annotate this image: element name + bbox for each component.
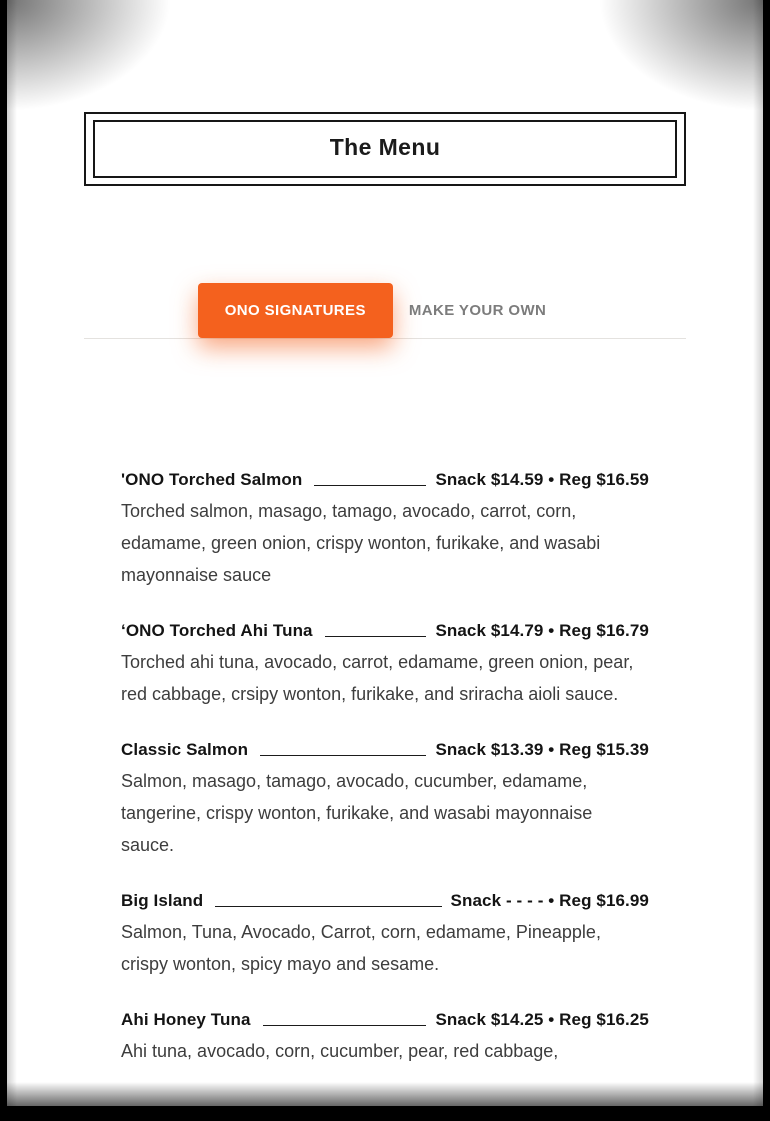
item-price: Snack $13.39 • Reg $15.39 (435, 740, 649, 759)
edge-shadow-left (7, 0, 17, 1106)
tab-ono-signatures[interactable]: ONO SIGNATURES (198, 283, 393, 338)
edge-shadow-right (753, 0, 763, 1106)
item-description: Ahi tuna, avocado, corn, cucumber, pear, red cabbage, (121, 1041, 559, 1061)
item-name: Ahi Honey Tuna (121, 1010, 251, 1029)
item-description: Torched ahi tuna, avocado, carrot, edamame, green onion, pear, red cabbage, crsipy wonton, furikake, and sriracha aioli sauce. (121, 652, 634, 704)
item-description: Torched salmon, masago, tamago, avocado, carrot, corn, edamame, green onion, crispy wonton, furikake, and wasabi mayonnaise sauce (121, 501, 601, 585)
leader-line (325, 636, 427, 637)
menu-page (7, 0, 763, 1106)
menu-item (121, 740, 649, 861)
leader-line (260, 755, 426, 756)
item-name: Big Island (121, 891, 204, 910)
item-name: ‘ONO Torched Ahi Tuna (121, 621, 313, 640)
menu-item (121, 470, 649, 591)
page-title: The Menu (329, 134, 441, 160)
menu-item (121, 621, 649, 710)
page-content (84, 0, 686, 1067)
item-price: Snack $14.79 • Reg $16.79 (435, 621, 649, 640)
menu-list (84, 470, 686, 1067)
item-description: Salmon, masago, tamago, avocado, cucumber, edamame, tangerine, crispy wonton, furikake, and wasabi mayonnaise sauce. (121, 771, 593, 855)
item-row (121, 740, 649, 760)
item-price: Snack $14.59 • Reg $16.59 (435, 470, 649, 489)
title-frame (84, 112, 686, 186)
leader-line (215, 906, 441, 907)
item-name: Classic Salmon (121, 740, 249, 759)
leader-line (263, 1025, 427, 1026)
title-frame-inner (93, 120, 677, 178)
item-row (121, 621, 649, 641)
edge-shadow-bottom (7, 1082, 763, 1106)
menu-tabs (84, 283, 686, 339)
leader-line (314, 485, 426, 486)
item-description: Salmon, Tuna, Avocado, Carrot, corn, edamame, Pineapple, crispy wonton, spicy mayo and sesame. (121, 922, 601, 974)
item-row (121, 470, 649, 490)
tab-make-your-own[interactable]: MAKE YOUR OWN (408, 302, 547, 319)
item-price: Snack $14.25 • Reg $16.25 (435, 1010, 649, 1029)
menu-item (121, 1010, 649, 1067)
item-row (121, 1010, 649, 1030)
item-name: 'ONO Torched Salmon (121, 470, 303, 489)
menu-item (121, 891, 649, 980)
item-price: Snack - - - - • Reg $16.99 (450, 891, 649, 910)
item-row (121, 891, 649, 911)
